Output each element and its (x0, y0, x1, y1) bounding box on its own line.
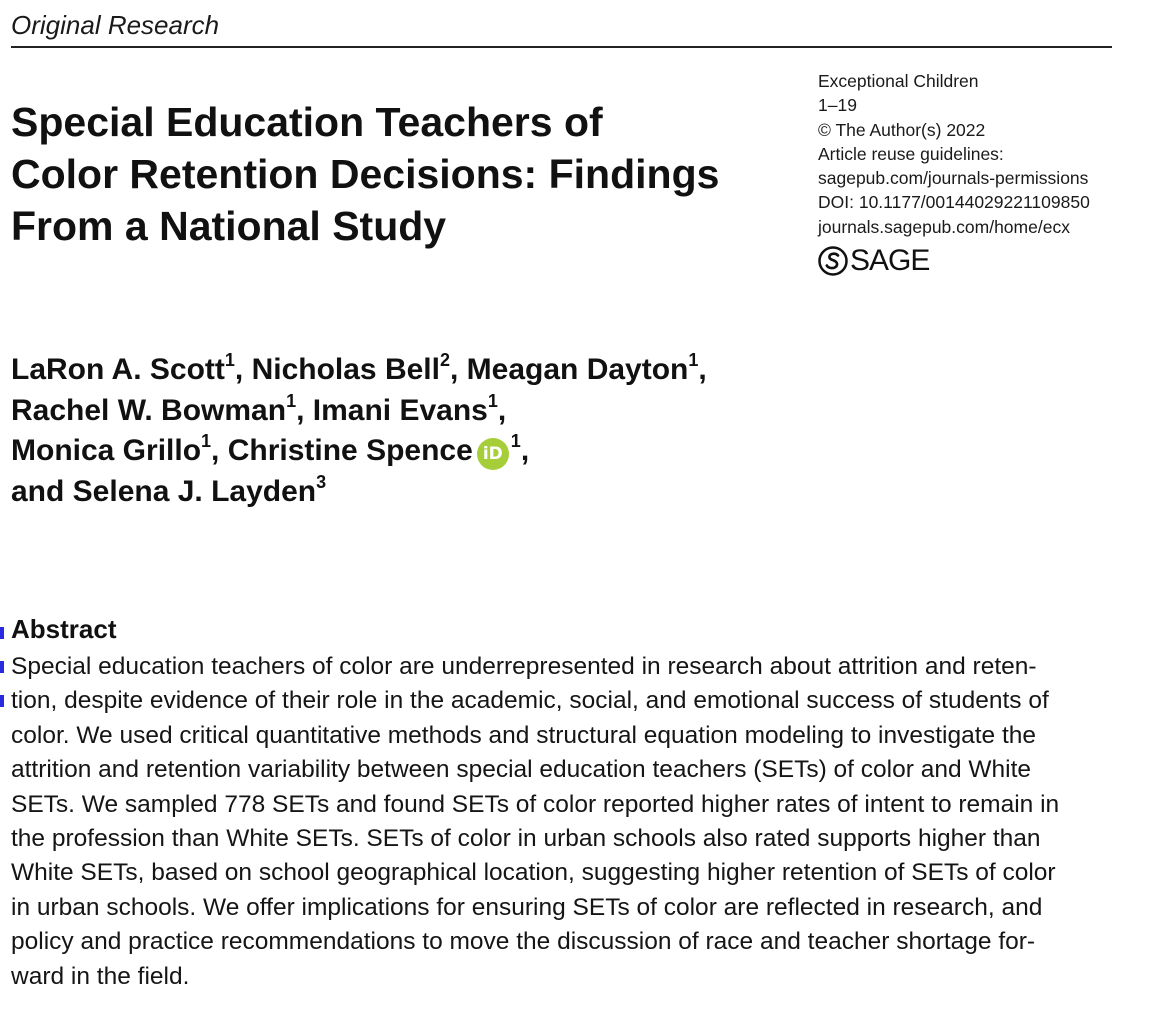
affiliation-marker: 1 (201, 431, 212, 451)
affiliation-marker: 1 (688, 350, 699, 370)
abstract-line: in urban schools. We offer implications for ensuring SETs of color are reflected in research, and (11, 893, 1043, 921)
abstract-line: the profession than White SETs. SETs of color in urban schools also rated supports higher than (11, 825, 1041, 853)
author-name: Rachel W. Bowman (11, 393, 287, 427)
abstract-line: attrition and retention variability between special education teachers (SETs) of color and White (11, 756, 1032, 784)
author-name: , Imani Evans (296, 393, 488, 427)
abstract-line: ward in the field. (11, 962, 190, 990)
abstract-line: policy and practice recommendations to move the discussion of race and teacher shortage for- (11, 928, 1036, 956)
page-range: 1–19 (818, 95, 857, 116)
author-line (11, 431, 707, 472)
header-rule (11, 46, 1112, 48)
affiliation-marker: 1 (286, 390, 297, 411)
permissions-link[interactable]: sagepub.com/journals-permissions (818, 168, 1089, 189)
abstract-line: tion, despite evidence of their role in the academic, social, and emotional success of students of (11, 687, 1049, 715)
journal-info (818, 69, 1118, 239)
abstract-text (11, 650, 1121, 994)
author-name: LaRon A. Scott (11, 353, 225, 386)
copyright: © The Author(s) 2022 (818, 119, 986, 140)
abstract-line: SETs. We sampled 778 SETs and found SETs of color reported higher rates of intent to remain in (11, 790, 1060, 818)
title-line: From a National Study (11, 203, 447, 249)
author-line (11, 472, 707, 513)
article-title (11, 96, 801, 252)
abstract-line: White SETs, based on school geographical location, suggesting higher retention of SETs of color (11, 859, 1056, 887)
journal-home-link[interactable]: journals.sagepub.com/home/ecx (818, 216, 1070, 237)
title-line: Special Education Teachers of (11, 99, 603, 145)
abstract-line: Special education teachers of color are underrepresented in research about attrition and reten- (11, 653, 1037, 680)
sage-emblem-icon (818, 246, 848, 276)
title-line: Color Retention Decisions: Findings (11, 151, 720, 197)
affiliation-marker: 2 (439, 350, 450, 370)
margin-line-marker (0, 627, 4, 639)
author-list (11, 350, 707, 512)
author-separator: , (520, 434, 530, 467)
affiliation-marker: 1 (510, 431, 521, 451)
author-name: , Christine Spence (211, 434, 473, 467)
affiliation-marker: 3 (316, 471, 327, 492)
orcid-icon[interactable]: iD (477, 438, 509, 470)
affiliation-marker: 1 (487, 390, 498, 411)
author-line (11, 350, 707, 391)
abstract-heading: Abstract (11, 614, 117, 644)
section-label: Original Research (11, 10, 220, 40)
margin-line-marker (0, 661, 4, 673)
author-separator: , (497, 393, 507, 427)
affiliation-marker: 1 (224, 350, 235, 370)
author-name: , Meagan Dayton (450, 353, 689, 386)
margin-line-marker (0, 695, 4, 707)
author-line (11, 391, 707, 432)
journal-name: Exceptional Children (818, 71, 979, 91)
sage-logo (818, 244, 929, 278)
author-name: Monica Grillo (11, 434, 202, 467)
author-name: and Selena J. Layden (11, 474, 317, 508)
reuse-guidelines: Article reuse guidelines: (818, 143, 1004, 164)
doi[interactable]: DOI: 10.1177/00144029221109850 (818, 192, 1090, 213)
sage-wordmark: SAGE (850, 244, 930, 277)
abstract-line: color. We used critical quantitative methods and structural equation modeling to investigate the (11, 721, 1037, 749)
author-name: , Nicholas Bell (234, 353, 440, 386)
author-separator: , (698, 353, 707, 386)
